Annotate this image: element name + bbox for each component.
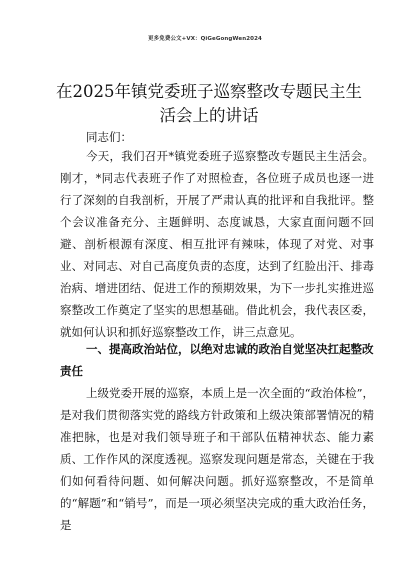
section-1-paragraph: 上级党委开展的巡察，本质上是一次全面的“政治体检”，是对我们贯彻落实党的路线方针政策和上级决策部署情况的精准把脉，也是对我们领导班子和干部队伍精神状态、能力素质、工作作风的深度透视。巡察发现问题是常态，关键在于我们如何看待问题、如何解决问题。抓好巡察整改，不是简单的“解题”和“销号”，而是一项必须坚决完成的重大政治任务，是 <box>60 386 374 532</box>
greeting-line: 同志们： <box>86 130 132 144</box>
section-heading-1: 一、提高政治站位，以绝对忠诚的政治自觉坚决扛起整改责任 <box>60 342 374 378</box>
opening-paragraph: 今天，我们召开*镇党委班子巡察整改专题民主生活会。刚才，*同志代表班子作了对照检查，各位班子成员也逐一进行了深刻的自我剖析，开展了严肃认真的批评和自我批评。整个会议准备充分、主题鲜明、态度诚恳，大家直面问题不回避、剖析根源有深度、相互批评有辣味，体现了对党、对事业、对同志、对自己高度负责的态度，达到了红脸出汗、排毒治病、增进团结、促进工作的预期效果，为下一步扎实推进巡察整改工作奠定了坚实的思想基础。借此机会，我代表区委，就如何认识和抓好巡察整改工作，讲三点意见。 <box>60 149 374 339</box>
page-header-watermark: 更多免费公文+VX：QiGeGongWen2024 <box>148 36 262 42</box>
document-title: 在2025年镇党委班子巡察整改专题民主生活会上的讲话 <box>56 82 362 125</box>
